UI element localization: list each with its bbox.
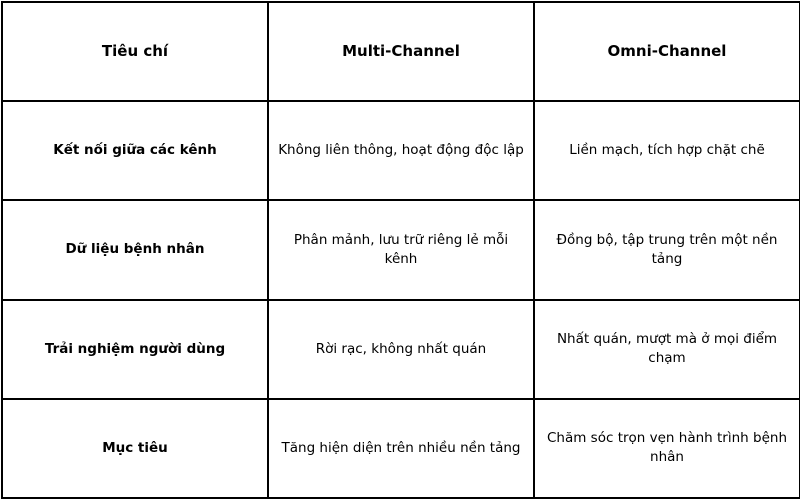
header-criteria: Tiêu chí	[2, 2, 268, 101]
table-row	[2, 300, 800, 399]
criterion-cell: Trải nghiệm người dùng	[2, 300, 268, 399]
header-omni-channel: Omni-Channel	[534, 2, 800, 101]
multi-channel-cell: Tăng hiện diện trên nhiều nền tảng	[268, 399, 534, 498]
multi-channel-cell: Phân mảnh, lưu trữ riêng lẻ mỗi kênh	[268, 200, 534, 299]
comparison-table	[1, 1, 800, 499]
omni-channel-cell: Đồng bộ, tập trung trên một nền tảng	[534, 200, 800, 299]
multi-channel-cell: Không liên thông, hoạt động độc lập	[268, 101, 534, 200]
table-header-row	[2, 2, 800, 101]
table-row	[2, 200, 800, 299]
criterion-cell: Kết nối giữa các kênh	[2, 101, 268, 200]
table-row	[2, 399, 800, 498]
omni-channel-cell: Chăm sóc trọn vẹn hành trình bệnh nhân	[534, 399, 800, 498]
multi-channel-cell: Rời rạc, không nhất quán	[268, 300, 534, 399]
header-multi-channel: Multi-Channel	[268, 2, 534, 101]
criterion-cell: Mục tiêu	[2, 399, 268, 498]
omni-channel-cell: Nhất quán, mượt mà ở mọi điểm chạm	[534, 300, 800, 399]
criterion-cell: Dữ liệu bệnh nhân	[2, 200, 268, 299]
table-row	[2, 101, 800, 200]
omni-channel-cell: Liền mạch, tích hợp chặt chẽ	[534, 101, 800, 200]
